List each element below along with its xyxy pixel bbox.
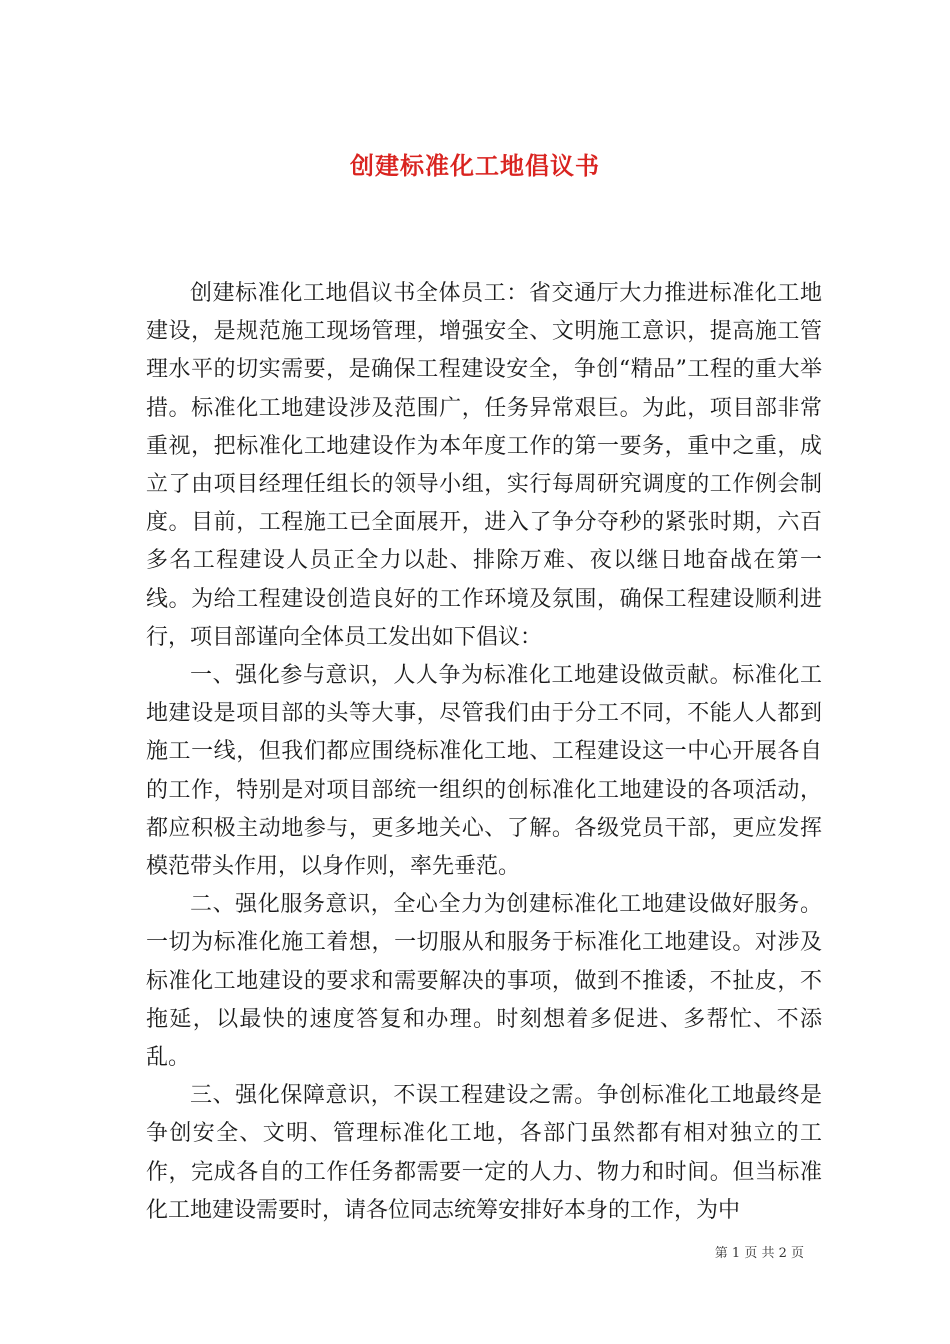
paragraph-point-1: 一、强化参与意识，人人争为标准化工地建设做贡献。标准化工地建设是项目部的头等大事，尽管我们由于分工不同，不能人人都到施工一线，但我们都应围绕标准化工地、工程建设这一中心开展各自的工作，特别是对项目部统一组织的创标准化工地建设的各项活动，都应积极主动地参与，更多地关心、了解。各级党员干部，更应发挥模范带头作用，以身作则，率先垂范。 [146,663,822,880]
paragraph-point-2: 二、强化服务意识，全心全力为创建标准化工地建设做好服务。一切为标准化施工着想，一切服从和服务于标准化工地建设。对涉及标准化工地建设的要求和需要解决的事项，做到不推诿，不扯皮，不拖延，以最快的速度答复和办理。时刻想着多促进、多帮忙、不添乱。 [146,892,822,1071]
paragraph-point-3: 三、强化保障意识，不误工程建设之需。争创标准化工地最终是争创安全、文明、管理标准化工地，各部门虽然都有相对独立的工作，完成各自的工作任务都需要一定的人力、物力和时间。但当标准化工地建设需要时，请各位同志统筹安排好本身的工作，为中 [146,1083,822,1223]
page-number: 第 1 页 共 2 页 [714,1246,804,1261]
document-body [146,275,822,1230]
document-title: 创建标准化工地倡议书 [350,151,600,181]
paragraph-intro: 创建标准化工地倡议书全体员工：省交通厅大力推进标准化工地建设，是规范施工现场管理，增强安全、文明施工意识，提高施工管理水平的切实需要，是确保工程建设安全，争创“精品”工程的重大举措。标准化工地建设涉及范围广，任务异常艰巨。为此，项目部非常重视，把标准化工地建设作为本年度工作的第一要务，重中之重，成立了由项目经理任组长的领导小组，实行每周研究调度的工作例会制度。目前，工程施工已全面展开，进入了争分夺秒的紧张时期，六百多名工程建设人员正全力以赴、排除万难、夜以继日地奋战在第一线。为给工程建设创造良好的工作环境及氛围，确保工程建设顺利进行，项目部谨向全体员工发出如下倡议： [146,281,822,650]
